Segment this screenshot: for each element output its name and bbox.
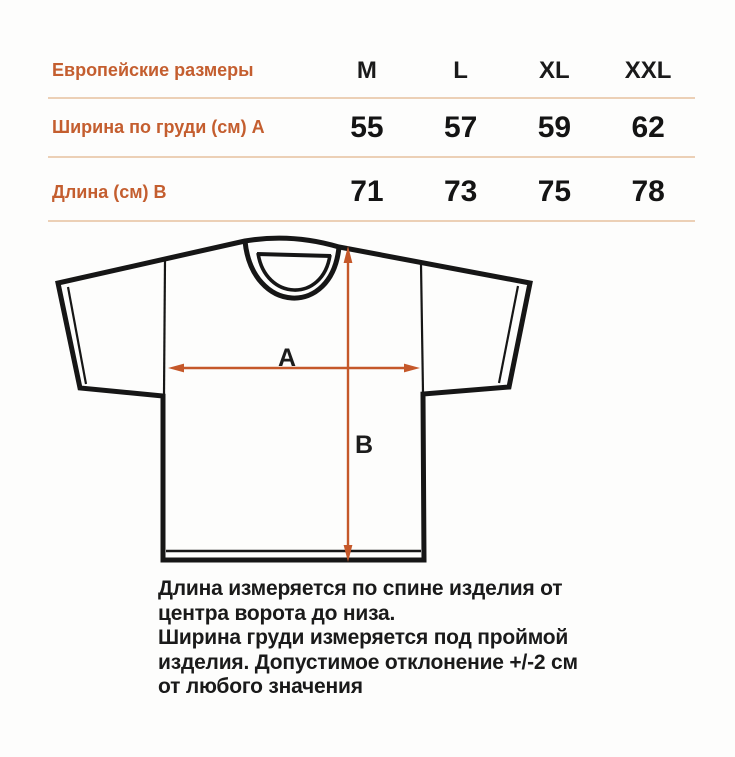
length-xxl: 78 <box>631 175 665 208</box>
size-header-m: M <box>356 56 377 84</box>
size-header-l: L <box>453 56 468 84</box>
chest-width-label: Ширина по груди (см) А <box>52 117 265 137</box>
length-label: Длина (см) В <box>52 181 167 202</box>
measurement-notes <box>158 577 618 700</box>
note-line: изделия. Допустимое отклонение +/-2 см <box>158 650 578 674</box>
chest-width-m: 55 <box>350 110 384 144</box>
size-header-xxl: XXL <box>624 56 672 84</box>
note-line: центра ворота до низа. <box>158 601 396 625</box>
note-line: Ширина груди измеряется под проймой <box>158 626 569 650</box>
note-line: от любого значения <box>158 675 363 699</box>
length-l: 73 <box>443 175 478 208</box>
length-dimension-label: B <box>355 431 374 459</box>
length-m: 71 <box>350 175 384 208</box>
chest-width-xl: 59 <box>537 110 572 144</box>
left-sleeve-seam <box>164 260 165 395</box>
chest-width-l: 57 <box>443 110 478 144</box>
size-header-xl: XL <box>539 56 570 84</box>
length-xl: 75 <box>537 175 572 208</box>
tshirt-outline <box>58 238 530 560</box>
width-dimension-label: A <box>277 344 297 372</box>
chest-width-xxl: 62 <box>631 110 665 144</box>
note-line: Длина измеряется по спине изделия от <box>158 577 563 600</box>
table-header-label: Европейские размеры <box>52 60 254 80</box>
collar-back-line <box>257 254 331 256</box>
